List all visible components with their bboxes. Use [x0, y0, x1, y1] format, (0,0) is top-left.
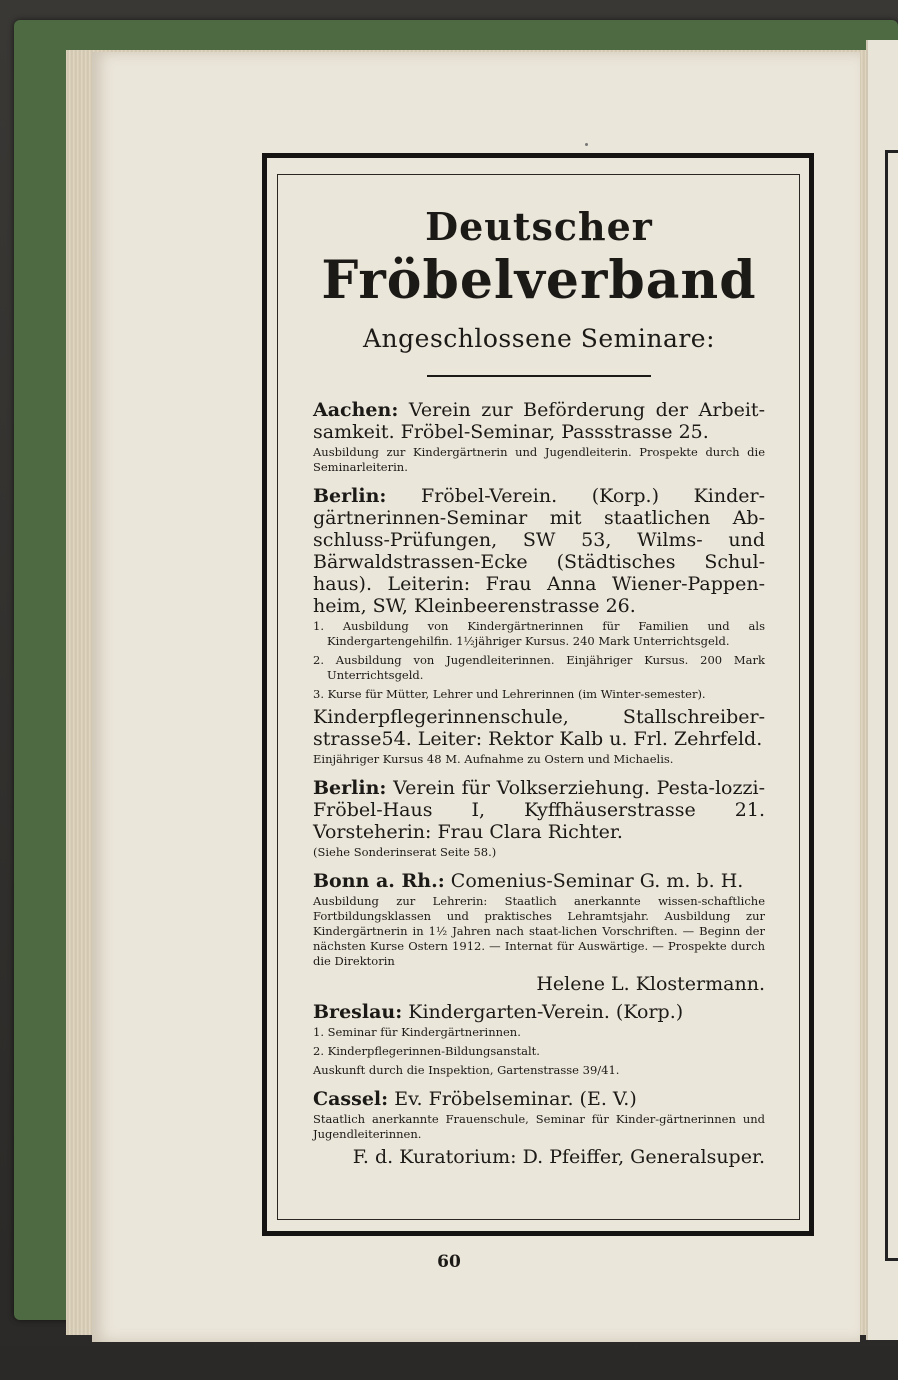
berlin1-item-2: 2. Ausbildung von Jugendleiterinnen. Einjähriger Kursus. 200 Mark Unterrichtsgeld.	[313, 653, 765, 682]
cassel-text: Ev. Fröbelseminar. (E. V.)	[394, 1088, 637, 1110]
bonn-note: Ausbildung zur Lehrerin: Staatlich anerkannte wissen-schaftliche Fortbildungsklassen und praktisches Lehramtsjahr. Ausbildung zur Kindergärtnerin in 1½ Jahren nach staat-lichen Vorschriften. — Beginn der nächsten Kurse Ostern 1912. — Internat für Auswärtige. — Prospekte durch die Direktorin	[313, 894, 765, 968]
city-berlin: Berlin:	[313, 485, 387, 507]
berlin1-pflegerinnenschule: Kinderpflegerinnenschule, Stallschreiber-strasse54. Leiter: Rektor Kalb u. Frl. Zehrfeld.	[313, 706, 765, 750]
berlin2-note: (Siehe Sonderinserat Seite 58.)	[313, 845, 497, 859]
entry-berlin-volkserziehung	[313, 777, 765, 843]
cassel-note: Staatlich anerkannte Frauenschule, Seminar für Kinder-gärtnerinnen und Jugendleiterinnen.	[313, 1112, 765, 1141]
city-breslau: Breslau:	[313, 1001, 403, 1023]
breslau-item-2: 2. Kinderpflegerinnen-Bildungsanstalt.	[313, 1044, 540, 1058]
entry-berlin-froebelverein	[313, 485, 765, 617]
advertisement-content	[313, 205, 765, 1168]
city-aachen: Aachen:	[313, 399, 399, 421]
breslau-item-3: Auskunft durch die Inspektion, Gartenstrasse 39/41.	[313, 1063, 620, 1077]
cassel-signature: F. d. Kuratorium: D. Pfeiffer, Generalsuper.	[352, 1146, 765, 1168]
breslau-item-1: 1. Seminar für Kindergärtnerinnen.	[313, 1025, 521, 1039]
adjacent-page-frame	[885, 150, 898, 1261]
aachen-note: Ausbildung zur Kindergärtnerin und Jugendleiterin. Prospekte durch die Seminarleiterin.	[313, 445, 765, 474]
title-froebelverband: Fröbelverband	[321, 250, 757, 311]
berlin1-text: Fröbel-Verein. (Korp.) Kinder-gärtnerinnen-Seminar mit staatlichen Ab-schluss-Prüfungen, SW 53, Wilms- und Bärwaldstrassen-Ecke (Städtisches Schul-haus). Leiterin: Frau Anna Wiener-Pappen-heim, SW, Kleinbeerenstrasse 26.	[313, 485, 766, 617]
city-bonn: Bonn a. Rh.:	[313, 870, 445, 892]
page-number: 60	[437, 1252, 461, 1272]
berlin1-item-1: 1. Ausbildung von Kindergärtnerinnen für Familien und als Kindergartengehilfin. 1½jähriger Kursus. 240 Mark Unterrichtsgeld.	[313, 619, 765, 648]
title-deutscher: Deutscher	[425, 204, 653, 249]
entry-breslau	[313, 1001, 765, 1023]
berlin1-item-3: 3. Kurse für Mütter, Lehrer und Lehrerinnen (im Winter-semester).	[313, 687, 706, 701]
breslau-text: Kindergarten-Verein. (Korp.)	[408, 1001, 684, 1023]
city-berlin-2: Berlin:	[313, 777, 387, 799]
subtitle-seminare: Angeschlossene Seminare:	[362, 324, 716, 353]
entry-bonn	[313, 870, 765, 892]
berlin1-note: Einjähriger Kursus 48 M. Aufnahme zu Ostern und Michaelis.	[313, 752, 674, 766]
bonn-signature: Helene L. Klostermann.	[536, 973, 765, 995]
bonn-text: Comenius-Seminar G. m. b. H.	[450, 870, 744, 892]
entry-cassel	[313, 1088, 765, 1110]
berlin2-text: Verein für Volkserziehung. Pesta-lozzi-Fröbel-Haus I, Kyffhäuserstrasse 21. Vorsteherin: Frau Clara Richter.	[313, 777, 766, 843]
city-cassel: Cassel:	[313, 1088, 389, 1110]
entry-aachen	[313, 399, 765, 443]
paper-speck	[585, 143, 588, 146]
aachen-text: Verein zur Beförderung der Arbeit-samkeit. Fröbel-Seminar, Passstrasse 25.	[313, 399, 765, 443]
divider	[427, 375, 651, 377]
